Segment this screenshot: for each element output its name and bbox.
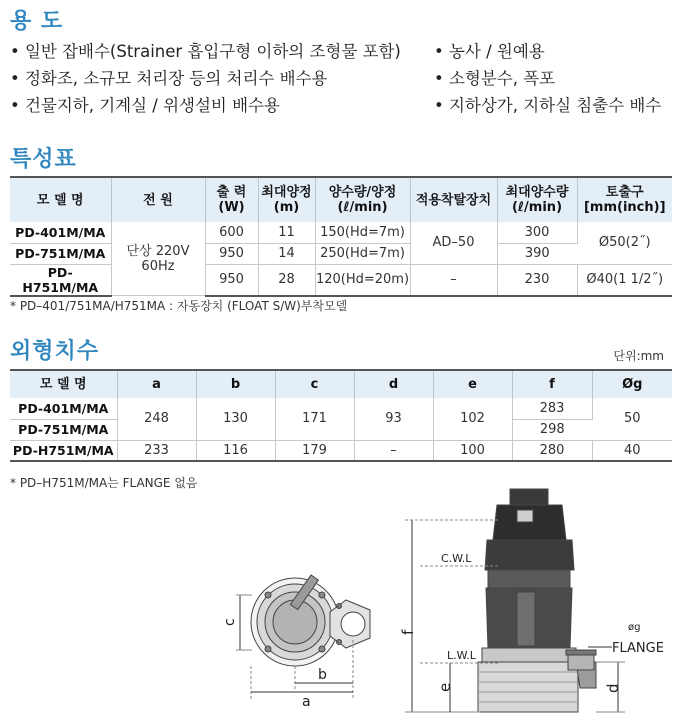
power-voltage: 단상 220V [126, 243, 190, 259]
b-cell: 130 [196, 398, 275, 440]
maxflow-cell: 390 [497, 243, 577, 264]
top-view [236, 575, 370, 700]
dim-label-d: d [604, 683, 622, 693]
col-outlet [577, 177, 672, 222]
col-power: 전 원 [111, 177, 205, 222]
usage-row-2 [10, 65, 690, 92]
maxflow-cell: 230 [497, 264, 577, 296]
usage-list [10, 38, 690, 119]
head-cell: 28 [258, 264, 315, 296]
model-cell: PD-401M/MA [10, 222, 111, 243]
unit-label: 단위:mm [613, 349, 664, 363]
col-flow-label: 양수량/양정 [328, 185, 397, 200]
model-cell: PD-H751M/MA [10, 264, 111, 296]
col-flow-unit: (ℓ/min) [337, 200, 388, 215]
model-cell: PD-751M/MA [10, 243, 111, 264]
f-cell: 298 [512, 419, 592, 440]
col-f: f [512, 370, 592, 398]
d-cell: 93 [354, 398, 433, 440]
col-maxflow-label: 최대양수량 [505, 185, 569, 200]
e-cell: 100 [433, 440, 512, 461]
dim-label-b: b [318, 667, 327, 683]
outlet-cell: Ø50(2˝) [577, 222, 672, 264]
model-cell: PD-H751M/MA [10, 440, 117, 461]
table-row [10, 398, 672, 419]
usage-item: • 정화조, 소규모 처리장 등의 처리수 배수용 [10, 69, 328, 88]
table-row [10, 264, 672, 296]
usage-row-1 [10, 38, 690, 65]
side-view [478, 489, 596, 712]
usage-item: • 일반 잡배수(Strainer 흡입구형 이하의 조형물 포함) [10, 42, 401, 61]
table-row [10, 440, 672, 461]
col-head-label: 최대양정 [261, 185, 312, 200]
dims-header-row [10, 370, 672, 398]
usage-row-3 [10, 92, 690, 119]
c-cell: 179 [275, 440, 354, 461]
col-outlet-label: 토출구 [605, 185, 644, 200]
col-flow [315, 177, 410, 222]
device-cell: AD–50 [410, 222, 497, 264]
spec-header-row [10, 177, 672, 222]
dim-label-f: f [399, 629, 417, 635]
usage-item: • 소형분수, 폭포 [434, 69, 556, 88]
usage-title: 용 도 [10, 9, 64, 34]
col-outlet-unit: [mm(inch)] [583, 200, 666, 215]
spec-table [10, 176, 672, 297]
g-cell: 40 [592, 440, 672, 461]
lwl-label: L.W.L [447, 649, 476, 662]
side-view-dimensions [405, 520, 625, 712]
head-cell: 11 [258, 222, 315, 243]
flow-cell: 150(Hd=7m) [315, 222, 410, 243]
col-model: 모 델 명 [10, 177, 111, 222]
outlet-cell: Ø40(1 1/2˝) [577, 264, 672, 296]
col-output-unit: (W) [218, 200, 245, 215]
col-maxflow [497, 177, 577, 222]
col-b: b [196, 370, 275, 398]
col-a: a [117, 370, 196, 398]
f-cell: 283 [512, 398, 592, 419]
a-cell: 233 [117, 440, 196, 461]
usage-item: • 건물지하, 기계실 / 위생설비 배수용 [10, 96, 280, 115]
power-frequency: 60Hz [141, 258, 175, 274]
head-cell: 14 [258, 243, 315, 264]
col-c: c [275, 370, 354, 398]
maxflow-cell: 300 [497, 222, 577, 243]
a-cell: 248 [117, 398, 196, 440]
cwl-label: C.W.L [441, 552, 472, 565]
e-cell: 102 [433, 398, 512, 440]
usage-item: • 농사 / 원예용 [434, 42, 545, 61]
flow-cell: 120(Hd=20m) [315, 264, 410, 296]
output-cell: 600 [205, 222, 258, 243]
col-head-unit: (m) [273, 200, 300, 215]
col-head [258, 177, 315, 222]
dims-table [10, 369, 672, 462]
power-cell [111, 222, 205, 296]
f-cell: 280 [512, 440, 592, 461]
spec-note: * PD–401/751MA/H751MA : 자동장치 (FLOAT S/W)부착모델 [10, 299, 348, 313]
col-maxflow-unit: (ℓ/min) [511, 200, 563, 215]
output-cell: 950 [205, 243, 258, 264]
model-cell: PD-751M/MA [10, 419, 117, 440]
table-row [10, 243, 672, 264]
dim-label-a: a [302, 694, 311, 710]
dim-label-e: e [436, 682, 454, 692]
c-cell: 171 [275, 398, 354, 440]
table-row [10, 222, 672, 243]
col-model: 모 델 명 [10, 370, 117, 398]
dims-note: * PD–H751M/MA는 FLANGE 없음 [10, 476, 198, 490]
usage-item: • 지하상가, 지하실 침출수 배수 [434, 96, 662, 115]
dims-title: 외형치수 [10, 339, 100, 364]
col-g: Øg [592, 370, 672, 398]
flange-label: FLANGE [612, 641, 664, 656]
model-cell: PD-401M/MA [10, 398, 117, 419]
dim-label-g: øg [628, 622, 641, 633]
col-d: d [354, 370, 433, 398]
col-device: 적용착탈장치 [410, 177, 497, 222]
spec-title: 특성표 [10, 147, 77, 172]
output-cell: 950 [205, 264, 258, 296]
d-cell: – [354, 440, 433, 461]
dim-label-c: c [222, 618, 238, 626]
col-e: e [433, 370, 512, 398]
b-cell: 116 [196, 440, 275, 461]
flow-cell: 250(Hd=7m) [315, 243, 410, 264]
col-output [205, 177, 258, 222]
device-cell: – [410, 264, 497, 296]
col-output-label: 출 력 [216, 185, 247, 200]
g-cell: 50 [592, 398, 672, 440]
